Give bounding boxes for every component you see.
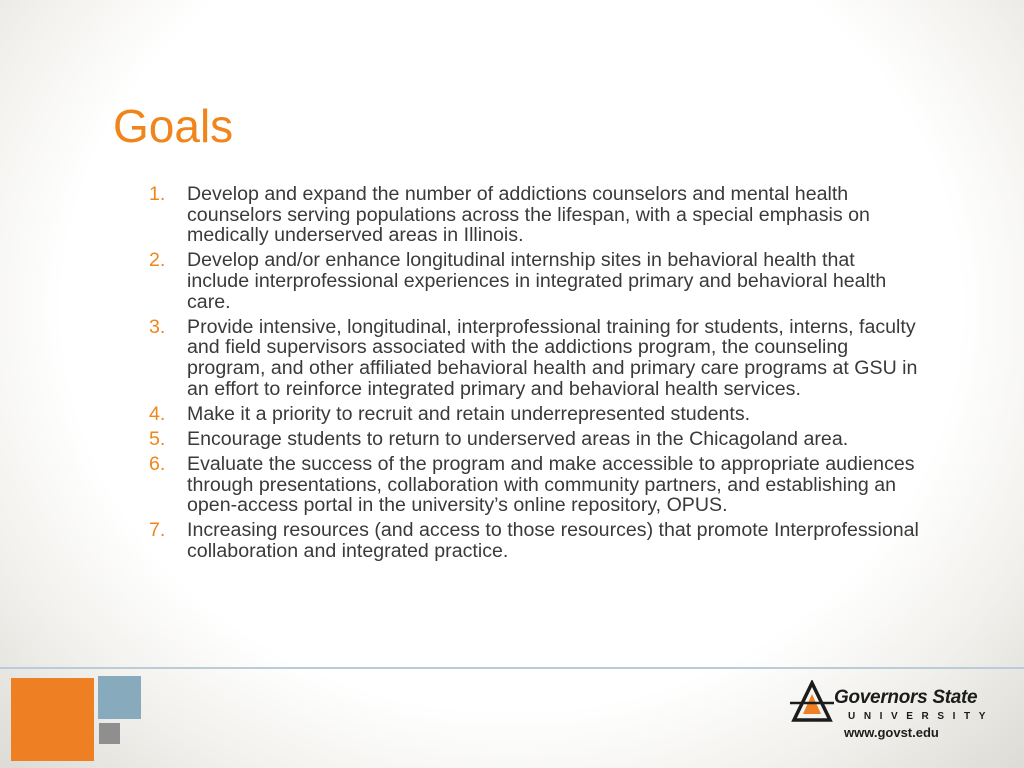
goal-number: 1. [149, 183, 166, 205]
goals-list [149, 184, 919, 566]
goal-number: 6. [149, 453, 166, 476]
decorative-gray-square [99, 723, 120, 744]
goal-item [149, 404, 919, 425]
slide-title: Goals [113, 100, 234, 152]
goal-number: 5. [149, 427, 166, 450]
footer-divider [0, 667, 1024, 669]
goal-text: Develop and/or enhance longitudinal internship sites in behavioral health that include interprofessional experiences in integrated primary and behavioral health care. [187, 249, 887, 313]
goal-text: Develop and expand the number of addictions counselors and mental health counselors serving populations across the lifespan, with a special emphasis on medically underserved areas in Illinois. [187, 183, 870, 247]
goal-text: Make it a priority to recruit and retain underrepresented students. [187, 402, 751, 425]
goal-item [149, 184, 919, 246]
goal-item [149, 454, 919, 516]
goal-text: Provide intensive, longitudinal, interprofessional training for students, interns, faculty and field supervisors associated with the addictions program, the counseling program, and other affiliated behavioral health and primary care programs at GSU in an effort to reinforce integrated primary and behavioral health services. [187, 315, 918, 400]
goal-text: Increasing resources (and access to those resources) that promote Interprofessional collaboration and integrated practice. [187, 519, 919, 563]
goal-item [149, 429, 919, 450]
goal-number: 3. [149, 315, 166, 338]
goal-number: 2. [149, 249, 166, 272]
goal-item [149, 520, 919, 561]
decorative-orange-square [11, 678, 94, 761]
logo-name: Governors State [834, 687, 978, 708]
university-logo [790, 680, 995, 760]
goal-number: 4. [149, 402, 166, 425]
goal-item [149, 250, 919, 312]
goal-text: Evaluate the success of the program and make accessible to appropriate audiences through presentations, collaboration with community partners, and establishing an open-access portal in the university’s online repository, OPUS. [187, 453, 915, 517]
goal-item [149, 317, 919, 399]
triangle-compass-icon [790, 680, 834, 724]
goal-text: Encourage students to return to underserved areas in the Chicagoland area. [187, 427, 849, 450]
logo-subtitle: UNIVERSITY [848, 711, 995, 722]
goal-number: 7. [149, 519, 166, 542]
decorative-blue-square [98, 676, 141, 719]
website-url: www.govst.edu [844, 725, 939, 740]
